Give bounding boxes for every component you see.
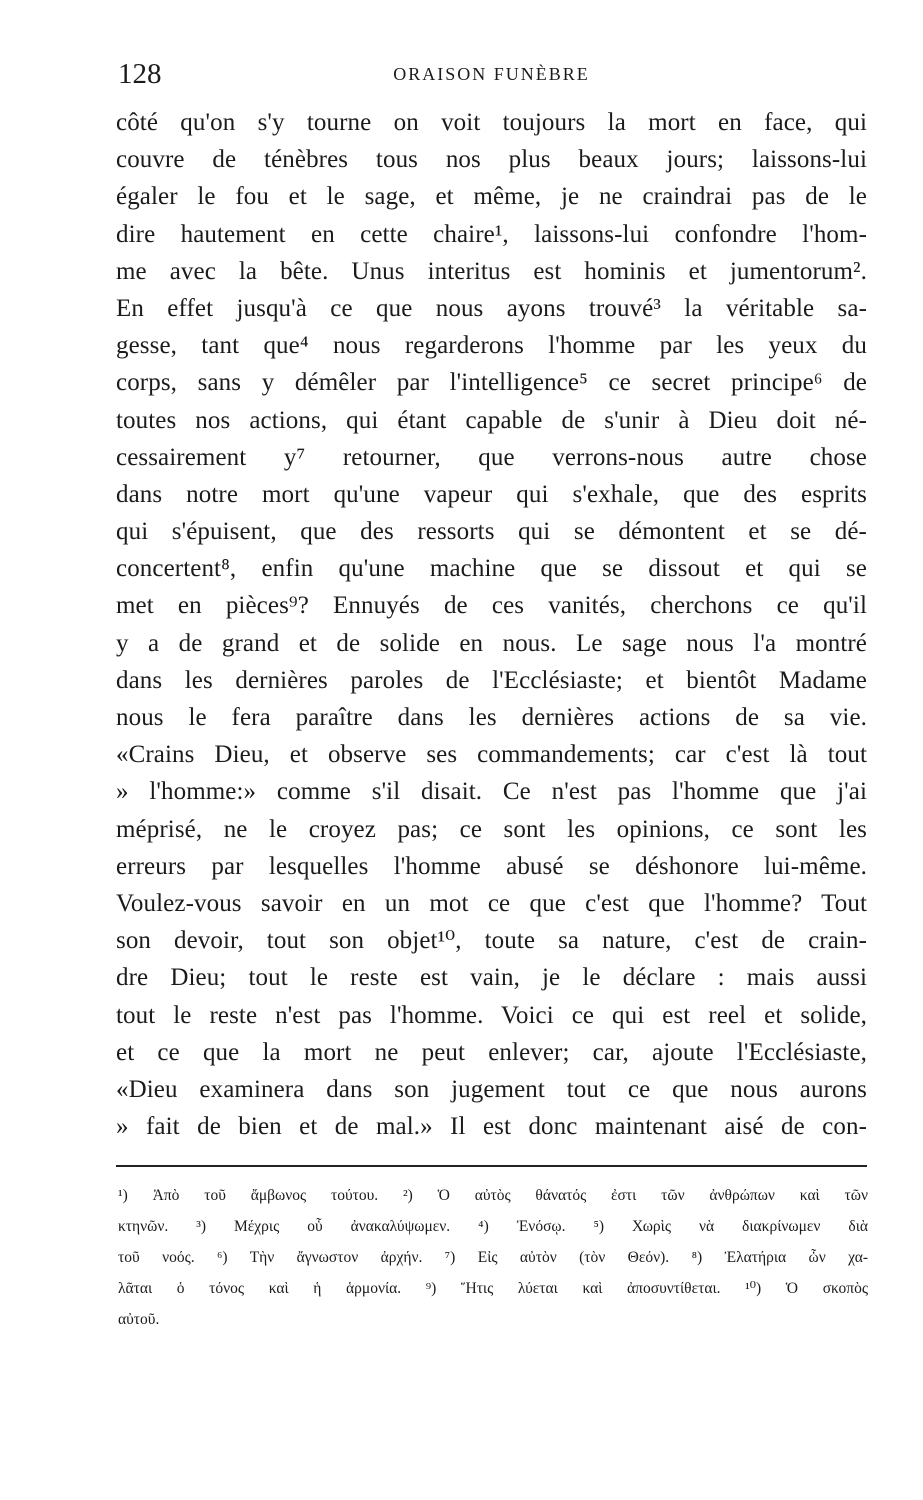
running-title: ORAISON FUNÈBRE: [393, 64, 590, 84]
text-line: En effet jusqu'à ce que nous ayons trouvé³ la véritable sa-: [116, 294, 867, 322]
body-text: [116, 104, 867, 1145]
text-line: son devoir, tout son objet¹⁰, toute sa nature, c'est de crain-: [116, 927, 867, 955]
text-line: nous le fera paraître dans les dernières actions de sa vie.: [116, 704, 867, 731]
footnote-divider: [116, 1165, 867, 1167]
text-line: dire hautement en cette chaire¹, laissons-lui confondre l'hom-: [116, 220, 867, 248]
footnotes: [118, 1180, 868, 1335]
text-line: gesse, tant que⁴ nous regarderons l'homme par les yeux du: [116, 332, 867, 360]
text-line: «Crains Dieu, et observe ses commandements; car c'est là tout: [116, 741, 867, 769]
text-line: me avec la bête. Unus interitus est hominis et jumentorum².: [116, 257, 867, 285]
text-line: met en pièces⁹? Ennuyés de ces vanités, cherchons ce qu'il: [116, 592, 867, 620]
text-line: tout le reste n'est pas l'homme. Voici ce qui est reel et solide,: [116, 1001, 867, 1029]
text-line: concertent⁸, enfin qu'une machine que se dissout et qui se: [116, 555, 867, 583]
footnote-line: τοῦ νοός. ⁶) Τὴν ἄγνωστον ἀρχήν. ⁷) Εἰς αὐτὸν (τὸν Θεόν). ⁸) Ἐλατήρια ὧν χα-: [118, 1249, 868, 1266]
text-line: Voulez-vous savoir en un mot ce que c'est que l'homme? Tout: [116, 889, 867, 917]
text-line: » fait de bien et de mal.» Il est donc maintenant aisé de con-: [116, 1113, 867, 1141]
footnote-line: κτηνῶν. ³) Μέχρις οὗ ἀνακαλύψωμεν. ⁴) Ἐνόσῳ. ⁵) Χωρὶς νὰ διακρίνωμεν διὰ: [118, 1218, 868, 1235]
page-number: 128: [118, 58, 162, 90]
text-line: méprisé, ne le croyez pas; ce sont les opinions, ce sont les: [116, 815, 867, 843]
text-line: et ce que la mort ne peut enlever; car, ajoute l'Ecclésiaste,: [116, 1038, 867, 1066]
text-line: côté qu'on s'y tourne on voit toujours la mort en face, qui: [116, 109, 867, 136]
footnote-line: λᾶται ὁ τόνος καὶ ἡ ἁρμονία. ⁹) Ἥτις λύεται καὶ ἀποσυντίθεται. ¹⁰) Ὁ σκοπὸς: [118, 1280, 868, 1297]
page-header: [118, 58, 865, 90]
text-line: dre Dieu; tout le reste est vain, je le déclare : mais aussi: [116, 964, 867, 992]
text-line: dans les dernières paroles de l'Ecclésiaste; et bientôt Madame: [116, 666, 867, 694]
text-line: dans notre mort qu'une vapeur qui s'exhale, que des esprits: [116, 480, 867, 508]
text-line: y a de grand et de solide en nous. Le sage nous l'a montré: [116, 629, 867, 657]
text-line: couvre de ténèbres tous nos plus beaux jours; laissons-lui: [116, 146, 867, 174]
footnote-line: αὐτοῦ.: [118, 1311, 160, 1328]
text-line: égaler le fou et le sage, et même, je ne craindrai pas de le: [116, 183, 867, 211]
text-line: qui s'épuisent, que des ressorts qui se démontent et se dé-: [116, 518, 867, 546]
text-line: «Dieu examinera dans son jugement tout ce que nous aurons: [116, 1075, 867, 1103]
text-line: toutes nos actions, qui étant capable de s'unir à Dieu doit né-: [116, 406, 867, 434]
text-line: » l'homme:» comme s'il disait. Ce n'est pas l'homme que j'ai: [116, 778, 867, 806]
text-line: cessairement y⁷ retourner, que verrons-nous autre chose: [116, 443, 867, 471]
text-line: corps, sans y démêler par l'intelligence⁵ ce secret principe⁶ de: [116, 369, 867, 397]
text-line: erreurs par lesquelles l'homme abusé se déshonore lui-même.: [116, 852, 867, 880]
footnote-line: ¹) Ἀπὸ τοῦ ἄμβωνος τούτου. ²) Ὁ αὐτὸς θάνατός ἐστι τῶν ἀνθρώπων καὶ τῶν: [118, 1187, 868, 1204]
